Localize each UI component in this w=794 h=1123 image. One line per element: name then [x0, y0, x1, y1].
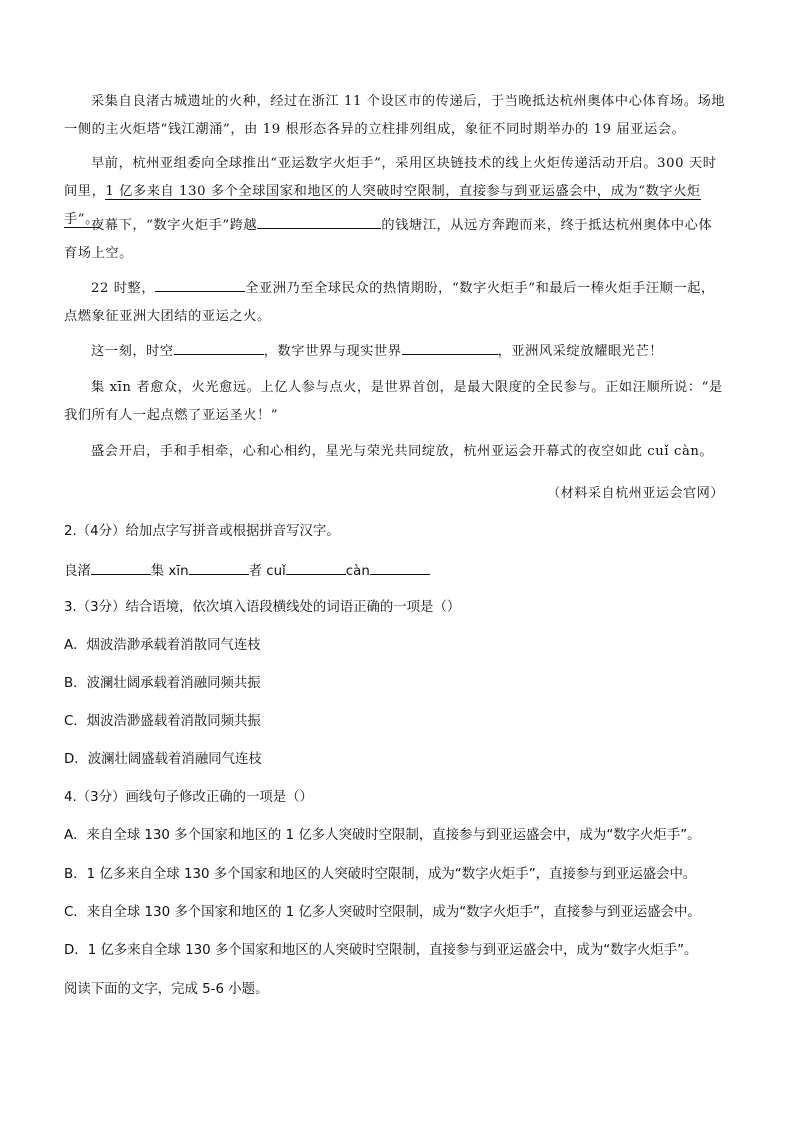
- q3-option-c[interactable]: C．烟波浩渺盛载着消散同频共振: [64, 714, 261, 729]
- p4-text-a: 22 时整，: [91, 281, 156, 296]
- q2-blank-3[interactable]: [286, 560, 346, 575]
- p4-line-1: [64, 275, 734, 303]
- p4-line-2: 点燃象征亚洲大团结的亚运之火。: [64, 309, 271, 324]
- p3-text-a: 夜幕下，“数字火炬手”跨越: [91, 218, 258, 233]
- fill-blank-1[interactable]: [257, 213, 381, 229]
- p1-line-1: 采集自良渚古城遗址的火种，经过在浙江 11 个设区市的传递后，于当晚抵达杭州奥体中心体育场。场地: [91, 94, 726, 109]
- reading-instruction: 阅读下面的文字，完成 5-6 小题。: [64, 982, 269, 997]
- fill-blank-2[interactable]: [155, 276, 245, 292]
- p7-line-1: 盛会开启，手和手相牵，心和心相约，星光与荣光共同绽放，杭州亚运会开幕式的夜空如此 cuǐ càn。: [91, 444, 714, 459]
- q2-blank-2[interactable]: [189, 560, 249, 575]
- q4-option-a[interactable]: A．来自全球 130 多个国家和地区的 1 亿多人突破时空限制，直接参与到亚运盛会中，成为“数字火炬手”。: [64, 828, 701, 843]
- passage-paragraph-3: [64, 212, 734, 268]
- passage-source: （材料采自杭州亚运会官网）: [547, 486, 724, 501]
- p5-text-b: ，数字世界与现实世界: [263, 344, 402, 359]
- p6-line-1: 集 xīn 者愈众，火光愈远。上亿人参与点火，是世界首创，是最大限度的全民参与。正如汪顺所说：“是: [91, 380, 723, 395]
- p5-line-1: [64, 338, 734, 366]
- p6-line-2: 我们所有人一起点燃了亚运圣火！”: [64, 408, 279, 423]
- passage-paragraph-5: [64, 338, 734, 366]
- fill-blank-3[interactable]: [174, 339, 264, 355]
- p3-line-2: 育场上空。: [64, 246, 133, 261]
- p1-line-2: 一侧的主火炬塔“钱江潮涌”，由 19 根形态各异的立柱排列组成，象征不同时期举办的 19 届亚运会。: [64, 122, 686, 137]
- passage-paragraph-6: [64, 374, 734, 430]
- q4-option-d[interactable]: D．1 亿多来自全球 130 多个国家和地区的人突破时空限制，直接参与到亚运盛会中，成为“数字火炬手”。: [64, 943, 698, 958]
- passage-paragraph-4: [64, 275, 734, 331]
- question-3-stem: 3.（3分）结合语境，依次填入语段横线处的词语正确的一项是（）: [64, 600, 461, 615]
- q3-option-b[interactable]: B．波澜壮阔承载着消融同频共振: [64, 676, 261, 691]
- p3-line-1: [64, 212, 734, 240]
- p4-text-b: 全亚洲乃至全球民众的热情期盼，“数字火炬手”和最后一棒火炬手汪顺一起，: [245, 281, 715, 296]
- passage-paragraph-1: [64, 88, 734, 144]
- p2-line-1: 早前，杭州亚组委向全球推出“亚运数字火炬手”，采用区块链技术的线上火炬传递活动开启。300 天时: [91, 156, 717, 171]
- fill-blank-4[interactable]: [402, 339, 498, 355]
- q3-option-a[interactable]: A．烟波浩渺承载着消散同气连枝: [64, 638, 261, 653]
- p5-text-a: 这一刻，时空: [91, 344, 174, 359]
- underlined-sentence: 1 亿多来自 130 多个全球国家和地区的人突破时空限制，直接参与到亚运盛会中，成为“数字火炬手”。: [64, 184, 701, 227]
- p5-text-c: ，亚洲风采绽放耀眼光芒！: [497, 344, 664, 359]
- question-2-stem: 2.（4分）给加点字写拼音或根据拼音写汉字。: [64, 524, 340, 539]
- q2-item-3: 者 cuǐ: [248, 564, 286, 579]
- q2-item-1: 良渚: [64, 564, 91, 579]
- p3-text-b: 的钱塘江，从远方奔跑而来，终于抵达杭州奥体中心体: [381, 218, 713, 233]
- q2-item-2: 集 xīn: [150, 564, 189, 579]
- passage-paragraph-7: [64, 438, 734, 466]
- p2-line-2-prefix: 间里，: [64, 184, 106, 199]
- question-2-answers: [64, 560, 734, 582]
- q4-option-b[interactable]: B．1 亿多来自全球 130 多个国家和地区的人突破时空限制，成为“数字火炬手”，直接参与到亚运盛会中。: [64, 867, 697, 882]
- q2-blank-4[interactable]: [370, 560, 430, 575]
- q4-option-c[interactable]: C．来自全球 130 多个国家和地区的 1 亿多人突破时空限制，成为“数字火炬手”，直接参与到亚运盛会中。: [64, 905, 701, 920]
- question-4-stem: 4.（3分）画线句子修改正确的一项是（）: [64, 790, 313, 805]
- q2-blank-1[interactable]: [91, 560, 151, 575]
- q2-item-4: càn: [345, 564, 370, 579]
- q3-option-d[interactable]: D．波澜壮阔盛载着消融同气连枝: [64, 752, 262, 767]
